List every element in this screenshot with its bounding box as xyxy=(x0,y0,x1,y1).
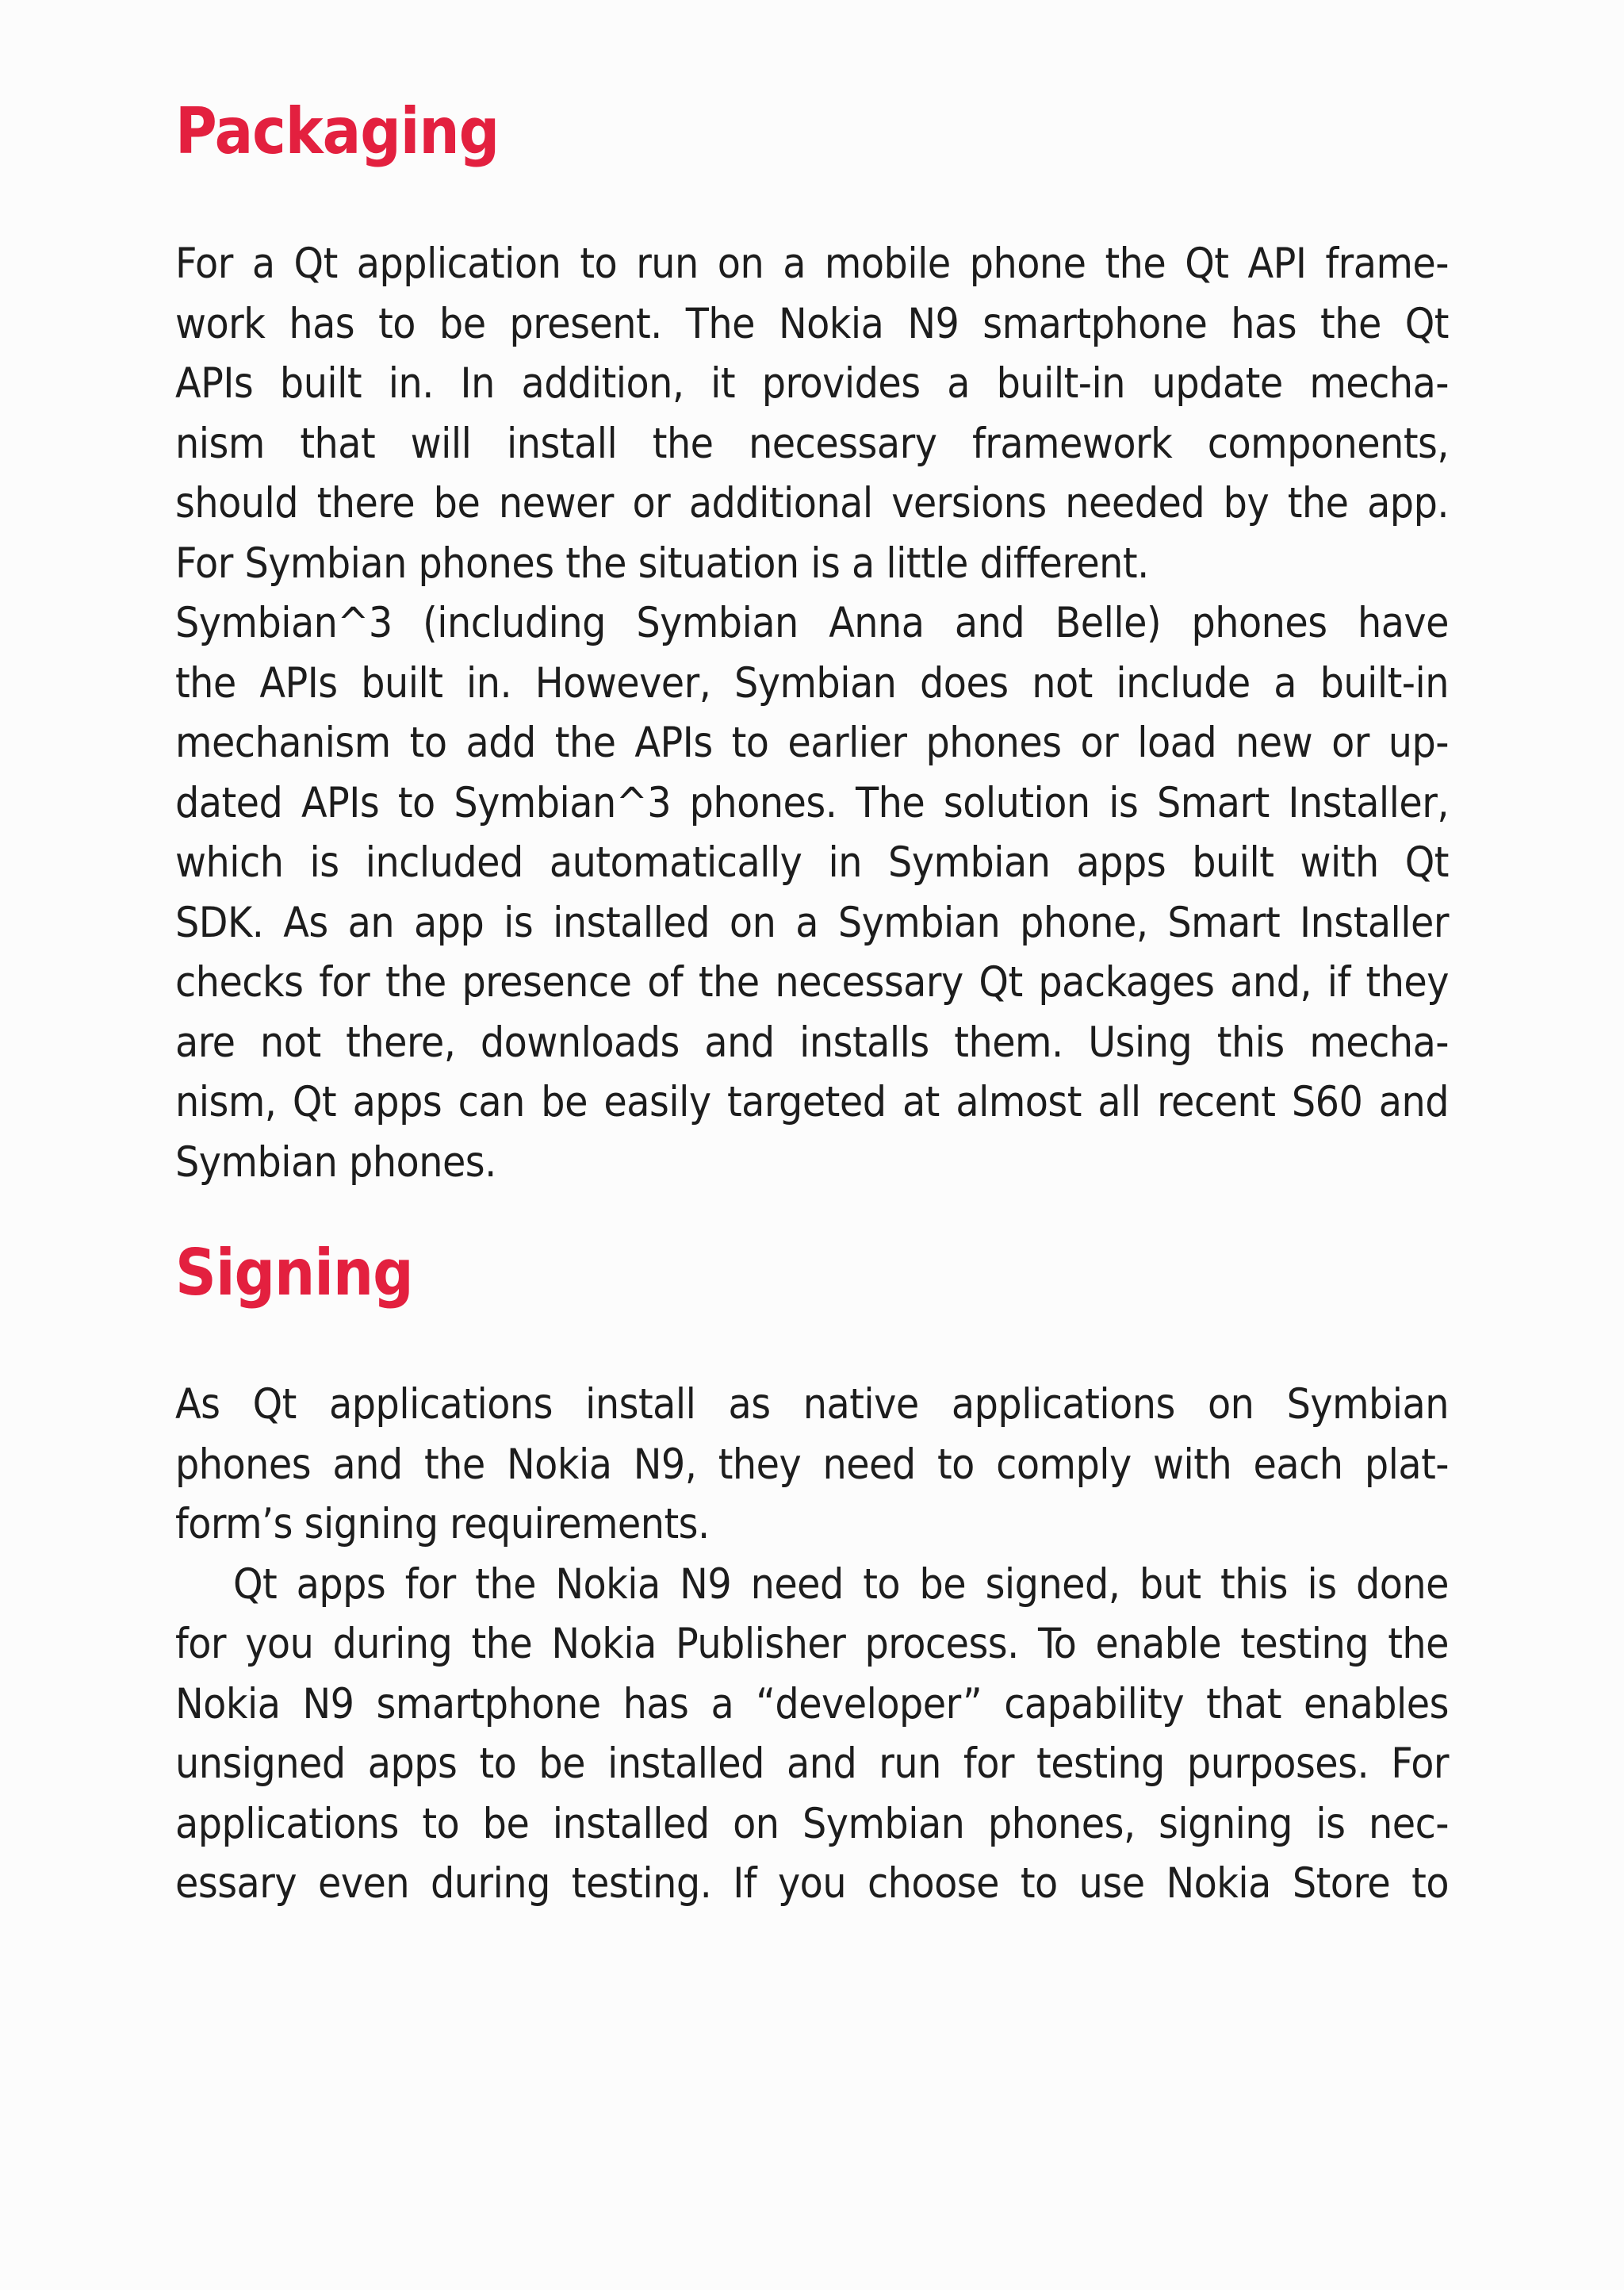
text-line: APIs built in. In addition, it provides a built-in update mecha- xyxy=(175,359,1449,408)
text-line: applications to be installed on Symbian phones, signing is nec- xyxy=(175,1799,1449,1848)
text-line: unsigned apps to be installed and run for testing purposes. For xyxy=(175,1740,1449,1788)
text-line: nism, Qt apps can be easily targeted at almost all recent S60 and xyxy=(175,1078,1449,1126)
text-line: dated APIs to Symbian^3 phones. The solution is Smart Installer, xyxy=(175,778,1449,827)
text-line: For a Qt application to run on a mobile phone the Qt API frame- xyxy=(175,240,1449,288)
text-line: As Qt applications install as native applications on Symbian xyxy=(175,1380,1449,1429)
text-line: for you during the Nokia Publisher process. To enable testing the xyxy=(175,1620,1449,1668)
text-line: essary even during testing. If you choose to use Nokia Store to xyxy=(175,1859,1449,1908)
text-line: Nokia N9 smartphone has a “developer” capability that enables xyxy=(175,1679,1449,1728)
text-line: the APIs built in. However, Symbian does not include a built-in xyxy=(175,658,1449,708)
section-heading-packaging: Packaging xyxy=(175,94,500,168)
text-line: mechanism to add the APIs to earlier phones or load new or up- xyxy=(175,719,1449,767)
text-line: are not there, downloads and installs them. Using this mecha- xyxy=(175,1018,1449,1067)
text-line: Qt apps for the Nokia N9 need to be signed, but this is done xyxy=(233,1559,1449,1609)
text-line: work has to be present. The Nokia N9 smartphone has the Qt xyxy=(175,299,1449,348)
text-line: which is included automatically in Symbian apps built with Qt xyxy=(175,838,1449,887)
text-line: SDK. As an app is installed on a Symbian phone, Smart Installer xyxy=(175,898,1449,947)
packaging-body xyxy=(175,234,1449,1192)
text-line: checks for the presence of the necessary Qt packages and, if they xyxy=(175,958,1449,1007)
text-line: Symbian^3 (including Symbian Anna and Belle) phones have xyxy=(175,599,1449,647)
text-line: nism that will install the necessary framework components, xyxy=(175,419,1449,468)
text-line: form’s signing requirements. xyxy=(175,1500,710,1548)
text-line: should there be newer or additional versions needed by the app. xyxy=(175,479,1449,527)
text-line: Symbian phones. xyxy=(175,1137,496,1187)
text-line: For Symbian phones the situation is a little different. xyxy=(175,539,1149,588)
signing-body xyxy=(175,1375,1449,1914)
text-line: phones and the Nokia N9, they need to comply with each plat- xyxy=(175,1440,1449,1489)
section-heading-signing: Signing xyxy=(175,1236,413,1310)
